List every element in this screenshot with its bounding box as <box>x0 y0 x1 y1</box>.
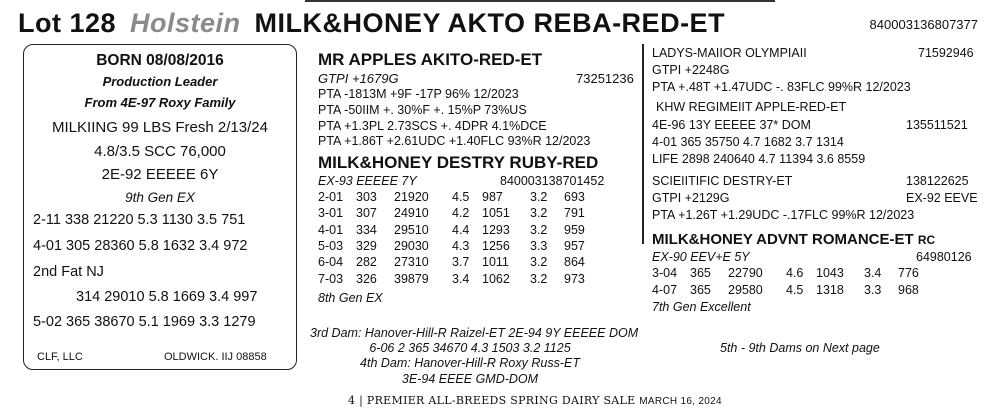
maternal-granddam-record-cell: 776 <box>898 266 919 280</box>
fat-scc: 4.8/3.5 SCC 76,000 <box>94 143 226 160</box>
dam-record-row <box>318 239 604 253</box>
maternal-granddam-record-cell: 4.6 <box>786 266 804 280</box>
paternal-grandsire-gtpi: GTPI +2248G <box>652 63 730 77</box>
dam-record-cell: 307 <box>356 206 377 221</box>
dam-reg: 840003138701452 <box>500 174 605 188</box>
page-footer <box>348 394 722 407</box>
dam-record-cell: 3.2 <box>530 222 548 237</box>
dam-record-cell: 864 <box>564 255 585 270</box>
dam-record-cell: 987 <box>482 190 503 204</box>
maternal-grandsire-pta: PTA +1.26T +1.29UDC -.17FLC 99%R 12/2023 <box>652 208 915 222</box>
dam-record-cell: 4.3 <box>452 238 470 253</box>
paternal-granddam-lifetime: LIFE 2898 240640 4.7 11394 3.6 8559 <box>652 152 866 166</box>
maternal-granddam-record-row <box>652 266 938 280</box>
dam-record-cell: 334 <box>356 222 377 237</box>
dam-record-cell: 973 <box>564 271 585 286</box>
family: From 4E-97 Roxy Family <box>84 95 236 110</box>
dam-record-cell: 3.2 <box>530 271 548 286</box>
classification: 2E-92 EEEEE 6Y <box>101 166 219 183</box>
maternal-granddam-name: MILK&HONEY ADVNT ROMANCE-ET <box>652 231 914 248</box>
maternal-granddam-record-cell: 29580 <box>728 283 763 297</box>
maternal-granddam-record-cell: 3.4 <box>864 266 882 280</box>
dam-record-cell: 326 <box>356 271 377 286</box>
sire-reg: 73251236 <box>576 71 634 86</box>
maternal-granddam-record-cell: 4-07 <box>652 283 678 297</box>
dam-record-cell: 3.7 <box>452 255 470 270</box>
dam-generation: 8th Gen EX <box>318 291 383 305</box>
sire-name: MR APPLES AKITO-RED-ET <box>318 50 543 69</box>
dam-name: MILK&HONEY DESTRY RUBY-RED <box>318 153 599 172</box>
dam-record-cell: 4.5 <box>452 190 470 204</box>
maternal-grandsire-name: SCIEIITIFIC DESTRY-ET <box>652 174 793 188</box>
dam-record-cell: 3.2 <box>530 190 548 204</box>
sire-pta-4: PTA +1.86T +2.61UDC +1.40FLC 93%R 12/2023 <box>318 134 591 148</box>
dam-record-cell: 3-01 <box>318 206 344 221</box>
dam-record-cell: 7-03 <box>318 271 344 286</box>
lot-header <box>18 8 725 39</box>
dam-record-cell: 3.2 <box>530 206 548 221</box>
dam-record-cell: 21920 <box>394 190 429 204</box>
generation: 9th Gen EX <box>125 190 195 205</box>
maternal-granddam-heading <box>652 231 935 248</box>
dam-record-cell: 791 <box>564 206 585 221</box>
record-4: 5-02 365 38670 5.1 1969 3.3 1279 <box>33 314 256 330</box>
owner: CLF, LLC <box>37 351 83 363</box>
next-page-note: 5th - 9th Dams on Next page <box>720 341 880 355</box>
maternal-grandsire-gtpi: GTPI +2129G <box>652 191 730 205</box>
dam-record-cell: 4-01 <box>318 222 344 237</box>
maternal-granddam-class: EX-90 EEV+E 5Y <box>652 250 750 264</box>
page-label: 4 | PREMIER ALL-BREEDS SPRING DAIRY SALE <box>348 394 636 407</box>
top-rule <box>305 0 775 2</box>
dam-record-cell: 5-03 <box>318 238 344 253</box>
dam-record-cell: 1293 <box>482 222 510 237</box>
dam-record-cell: 24910 <box>394 206 429 221</box>
maternal-granddam-record-cell: 3-04 <box>652 266 678 280</box>
lot-number: Lot 128 <box>18 8 117 38</box>
maternal-granddam-record-cell: 365 <box>690 266 711 280</box>
award: Production Leader <box>102 74 218 89</box>
sire-pta-2: PTA -50IIM +. 30%F +. 15%P 73%US <box>318 103 527 117</box>
maternal-granddam-record-cell: 22790 <box>728 266 763 280</box>
milking-info: MILKIING 99 LBS Fresh 2/13/24 <box>52 119 268 136</box>
dam-record-cell: 29030 <box>394 238 429 253</box>
sale-date: MARCH 16, 2024 <box>639 396 722 407</box>
maternal-granddam-generation: 7th Gen Excellent <box>652 300 751 314</box>
fourth-dam-class: 3E-94 EEEE GMD-DOM <box>401 372 539 386</box>
paternal-granddam-class: 4E-96 13Y EEEEE 37* DOM <box>652 118 811 132</box>
dam-record-cell: 39879 <box>394 271 429 286</box>
paternal-granddam-name: KHW REGIMEIIT APPLE-RED-ET <box>656 100 847 114</box>
maternal-granddam-record-cell: 4.5 <box>786 283 804 297</box>
dam-class: EX-93 EEEEE 7Y <box>318 174 417 188</box>
location: OLDWICK. IIJ 08858 <box>164 351 267 363</box>
record-1: 2-11 338 21220 5.3 1130 3.5 751 <box>33 212 246 228</box>
dam-record-row <box>318 190 604 204</box>
maternal-granddam-record-cell: 1318 <box>816 283 844 297</box>
fourth-dam: 4th Dam: Hanover-Hill-R Roxy Russ-ET <box>360 356 580 370</box>
paternal-granddam-reg: 135511521 <box>906 118 968 132</box>
dam-record-cell: 27310 <box>394 255 429 270</box>
dam-record-cell: 282 <box>356 255 377 270</box>
maternal-granddam-record-cell: 3.3 <box>864 283 882 297</box>
dam-record-cell: 29510 <box>394 222 429 237</box>
third-dam-record: 6-06 2 365 34670 4.3 1503 3.2 1125 <box>369 341 571 355</box>
dam-record-cell: 1256 <box>482 238 510 253</box>
dam-record-cell: 4.2 <box>452 206 470 221</box>
animal-name: MILK&HONEY AKTO REBA-RED-ET <box>254 8 726 38</box>
dam-record-cell: 3.2 <box>530 255 548 270</box>
maternal-divider <box>642 172 644 244</box>
dam-record-cell: 3.4 <box>452 271 470 286</box>
dam-record-cell: 1011 <box>482 255 509 270</box>
fat-nj: 2nd Fat NJ <box>33 264 104 280</box>
sire-pta-3: PTA +1.3PL 2.73SCS +. 4DPR 4.1%DCE <box>318 119 547 133</box>
animal-info-box <box>23 44 297 370</box>
maternal-granddam-reg: 64980126 <box>916 250 972 264</box>
record-2: 4-01 305 28360 5.8 1632 3.4 972 <box>33 238 248 254</box>
dam-record-cell: 3.3 <box>530 238 548 253</box>
dam-record-row <box>318 206 604 220</box>
dam-record-cell: 329 <box>356 238 377 253</box>
maternal-granddam-record-cell: 1043 <box>816 266 844 280</box>
record-3: 314 29010 5.8 1669 3.4 997 <box>76 289 258 305</box>
sire-pta-1: PTA -1813M +9F -17P 96% 12/2023 <box>318 87 519 101</box>
dam-record-row <box>318 272 604 286</box>
dam-record-cell: 4.4 <box>452 222 470 237</box>
dam-record-cell: 303 <box>356 190 377 204</box>
dam-record-cell: 693 <box>564 190 585 204</box>
maternal-granddam-record-cell: 365 <box>690 283 711 297</box>
paternal-granddam-record: 4-01 365 35750 4.7 1682 3.7 1314 <box>652 135 844 149</box>
dam-record-row <box>318 223 604 237</box>
dam-record-cell: 957 <box>564 238 585 253</box>
dam-record-cell: 959 <box>564 222 585 237</box>
dam-record-cell: 1051 <box>482 206 510 221</box>
dam-record-cell: 1062 <box>482 271 510 286</box>
breed: Holstein <box>130 8 241 38</box>
third-dam: 3rd Dam: Hanover-Hill-R Raizel-ET 2E-94 9Y EEEEE DOM <box>310 326 639 340</box>
paternal-grandsire-reg: 71592946 <box>918 46 974 60</box>
maternal-granddam-suffix: RC <box>917 233 936 247</box>
maternal-granddam-record-cell: 968 <box>898 283 919 297</box>
maternal-granddam-record-row <box>652 283 938 297</box>
paternal-grandsire-name: LADYS-MAIIOR OLYMPIAII <box>652 46 807 60</box>
sire-gtpi: GTPI +1679G <box>318 71 399 86</box>
paternal-grandsire-pta: PTA +.48T +1.47UDC -. 83FLC 99%R 12/2023 <box>652 80 911 94</box>
dam-record-cell: 2-01 <box>318 190 344 204</box>
registration-number: 840003136807377 <box>869 17 978 32</box>
dam-record-row <box>318 255 604 269</box>
dam-record-cell: 6-04 <box>318 255 344 270</box>
maternal-grandsire-class: EX-92 EEVE <box>906 191 978 205</box>
maternal-grandsire-reg: 138122625 <box>906 174 969 188</box>
paternal-divider <box>642 44 644 180</box>
birth-date: BORN 08/08/2016 <box>96 52 224 69</box>
